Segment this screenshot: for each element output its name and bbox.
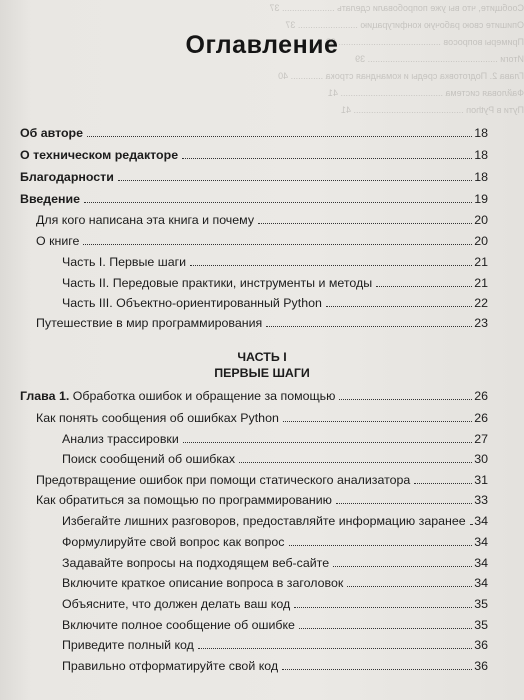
dot-leader: [84, 202, 472, 203]
toc-entry-title: Включите полное сообщение об ошибке: [62, 618, 295, 632]
toc-entry-about-book: [36, 232, 488, 250]
part-title: ПЕРВЫЕ ШАГИ: [214, 366, 310, 380]
toc-entry-title: Для кого написана эта книга и почему: [36, 213, 255, 227]
toc-entry-title: [20, 387, 337, 405]
toc-page-number: 21: [474, 276, 488, 290]
toc-entry-title: Поиск сообщений об ошибках: [62, 452, 236, 466]
dot-leader: [198, 648, 472, 649]
bleed-through-text: Сообщите, что вы уже попробовали сделать ..................... 37 Опишите свою рабочую конфигурацию ........................ 37 Примеры вопросов ......................................... 38 Итоги .................................................... 39 Глава 2. Подготовка среды и командная строка ............. 40 Файловая система ......................................... 41 Пути в Python ............................................ 41: [269, 3, 524, 115]
dot-leader: [414, 483, 472, 484]
toc-entry-title: Объясните, что должен делать ваш код: [62, 597, 291, 611]
toc-entry-introduction: [20, 190, 488, 208]
toc-entry-full-code: [62, 636, 488, 654]
part-number: ЧАСТЬ I: [237, 350, 287, 364]
dot-leader: [258, 223, 472, 224]
toc-page-number: 21: [474, 255, 488, 269]
toc-entry-avoid-chatter: [62, 512, 488, 530]
dot-leader: [347, 586, 472, 587]
toc-page-number: 36: [474, 638, 488, 652]
toc-entry-summary-title: [62, 574, 488, 592]
toc-entry-format-code: [62, 657, 488, 675]
toc-entry-title: Предотвращение ошибок при помощи статического анализатора: [36, 473, 411, 487]
toc-entry-title: Путешествие в мир программирования: [36, 316, 263, 330]
toc-page-number: 22: [474, 296, 488, 310]
toc-page-number: 18: [474, 170, 488, 184]
toc-entry-title: Часть II. Передовые практики, инструменты и методы: [62, 276, 373, 290]
page-title: Оглавление: [185, 30, 339, 59]
chapter-title: Обработка ошибок и обращение за помощью: [72, 389, 336, 403]
dot-leader: [183, 442, 472, 443]
toc-entry-audience: [36, 211, 488, 229]
toc-entry-title: Включите краткое описание вопроса в заголовок: [62, 576, 344, 590]
toc-entry-title: Анализ трассировки: [62, 432, 179, 446]
dot-leader: [83, 244, 472, 245]
toc-page-number: 33: [474, 493, 488, 507]
toc-entry-title: Часть III. Объектно-ориентированный Python: [62, 296, 322, 310]
toc-entry-title: Об авторе: [20, 126, 84, 140]
dot-leader: [289, 545, 473, 546]
toc-page-number: 30: [474, 452, 488, 466]
toc-page-number: 26: [474, 389, 488, 403]
toc-entry-chapter-1: [20, 387, 488, 405]
toc-entry-title: Задавайте вопросы на подходящем веб-сайте: [62, 556, 330, 570]
dot-leader: [294, 607, 472, 608]
toc-entry-title: Введение: [20, 192, 81, 206]
toc-page-number: 31: [474, 473, 488, 487]
chapter-label: Глава 1.: [20, 389, 70, 403]
dot-leader: [87, 136, 472, 137]
toc-entry-title: О книге: [36, 234, 80, 248]
toc-page-number: 35: [474, 618, 488, 632]
toc-entry-title: Избегайте лишних разговоров, предоставляйте информацию заранее: [62, 514, 466, 528]
dot-leader: [336, 503, 472, 504]
dot-leader: [118, 180, 472, 181]
toc-entry-error-messages: [36, 409, 488, 427]
dot-leader: [299, 628, 472, 629]
toc-entry-about-author: [20, 124, 488, 142]
toc-page-number: 36: [474, 659, 488, 673]
toc-page-number: 23: [474, 316, 488, 330]
toc-entry-tech-editor: [20, 146, 488, 164]
toc-page-number: 20: [474, 213, 488, 227]
toc-entry-part-3: [62, 294, 488, 312]
toc-entry-title: О техническом редакторе: [20, 148, 179, 162]
toc-entry-journey: [36, 314, 488, 332]
toc-page-number: 35: [474, 597, 488, 611]
toc-entry-full-error: [62, 616, 488, 634]
toc-entry-part-2: [62, 274, 488, 292]
dot-leader: [266, 326, 472, 327]
toc-page-number: 34: [474, 556, 488, 570]
dot-leader: [282, 669, 472, 670]
dot-leader: [190, 265, 472, 266]
toc-page-number: 34: [474, 535, 488, 549]
toc-entry-linter: [36, 471, 488, 489]
toc-entry-explain-code: [62, 595, 488, 613]
dot-leader: [470, 524, 473, 525]
toc-entry-asking-help: [36, 491, 488, 509]
toc-page-number: 27: [474, 432, 488, 446]
toc-entry-acknowledgements: [20, 168, 488, 186]
dot-leader: [182, 158, 472, 159]
toc-entry-title: Как обратиться за помощью по программированию: [36, 493, 332, 507]
toc-page-number: 19: [474, 192, 488, 206]
toc-entry-traceback: [62, 430, 488, 448]
toc-entry-title: Формулируйте свой вопрос как вопрос: [62, 535, 285, 549]
toc-entry-title: Правильно отформатируйте свой код: [62, 659, 279, 673]
toc-page-number: 20: [474, 234, 488, 248]
dot-leader: [283, 421, 472, 422]
toc-entry-title: Благодарности: [20, 170, 114, 184]
toc-page-number: 18: [474, 148, 488, 162]
toc-entry-phrase-question: [62, 533, 488, 551]
toc-page-number: 34: [474, 514, 488, 528]
toc-entry-right-site: [62, 554, 488, 572]
toc-entry-title: Часть I. Первые шаги: [62, 255, 187, 269]
toc-entry-search-errors: [62, 450, 488, 468]
toc-entry-title: Как понять сообщения об ошибках Python: [36, 411, 279, 425]
dot-leader: [239, 462, 472, 463]
dot-leader: [326, 306, 472, 307]
dot-leader: [376, 286, 472, 287]
toc-page-number: 18: [474, 126, 488, 140]
toc-page-number: 34: [474, 576, 488, 590]
dot-leader: [333, 566, 472, 567]
toc-page-number: 26: [474, 411, 488, 425]
toc-entry-part-1: [62, 253, 488, 271]
dot-leader: [339, 399, 472, 400]
toc-entry-title: Приведите полный код: [62, 638, 194, 652]
